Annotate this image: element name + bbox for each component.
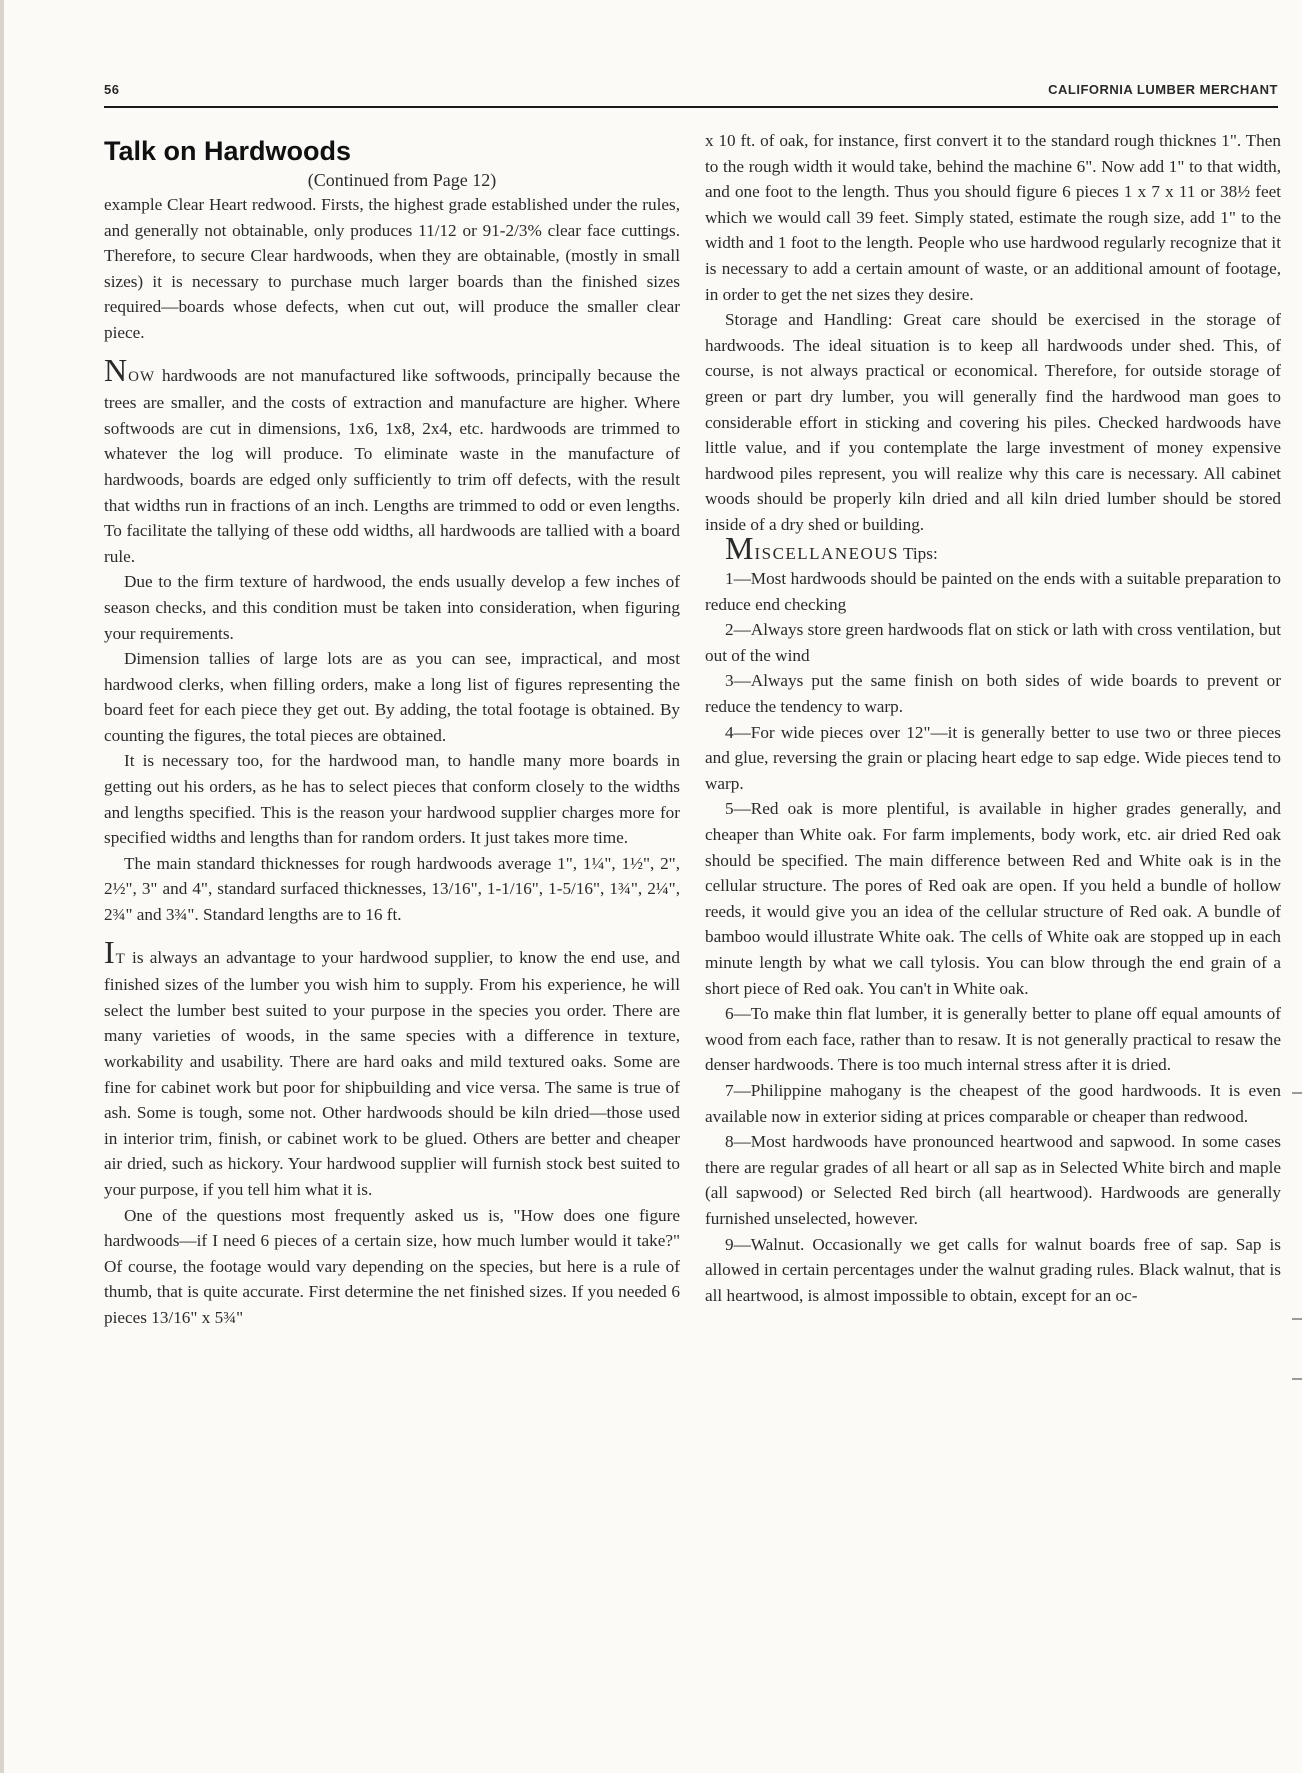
paragraph: It is necessary too, for the hardwood man, to handle many more boards in getting out his orders, as he has to select pieces that conform closely to the widths and lengths specified. This is the reason your hardwood supplier charges more for specified widths and lengths than for random orders. It just takes more time. <box>104 751 680 848</box>
left-column <box>104 128 680 1331</box>
drop-cap: I <box>104 933 116 970</box>
small-caps: T <box>115 950 126 967</box>
tip-item: 6—To make thin flat lumber, it is generally better to plane off equal amounts of wood from each face, rather than to resaw. It is not generally practical to resaw the denser hardwoods. There is too much internal stress after it is dried. <box>705 1004 1281 1075</box>
paragraph: Storage and Handling: Great care should be exercised in the storage of hardwoods. The ideal situation is to keep all hardwoods under shed. This, of course, is not always practical or economical. Therefore, for outside storage of green or part dry lumber, you will generally find the hardwood man goes to considerable effort in sticking and covering his piles. Checked hardwoods have little value, and if you contemplate the large investment of money expensive hardwood piles represent, you will realize why this care is necessary. All cabinet woods should be properly kiln dried and all kiln dried lumber should be stored inside of a dry shed or building. <box>705 310 1281 534</box>
heading-text: Tips: <box>899 543 938 563</box>
right-column <box>705 128 1281 1308</box>
paragraph: Due to the firm texture of hardwood, the ends usually develop a few inches of season checks, and this condition must be taken into consideration, when figuring your requirements. <box>104 572 680 643</box>
small-caps: OW <box>128 368 156 385</box>
paragraph: The main standard thicknesses for rough hardwoods average 1", 1¼", 1½", 2", 2½", 3" and 4", standard surfaced thicknesses, 13/16", 1-1/16", 1-5/16", 1¾", 2¼", 2¾" and 3¾". Standard lengths are to 16 ft. <box>104 853 680 925</box>
paragraph <box>104 351 680 570</box>
margin-mark <box>1292 1092 1302 1094</box>
paragraph-text: hardwoods are not manufactured like softwoods, principally because the trees are smaller, and the costs of extraction and manufacture are higher. Where softwoods are cut in dimensions, 1x6, 1x8, 2x4, etc. hardwoods are trimmed to whatever the log will produce. To eliminate waste in the manufacture of hardwoods, boards are edged only sufficiently to trim off defects, with the result that widths run in fractions of an inch. Lengths are trimmed to odd or even lengths. To facilitate the tallying of these odd widths, all hardwoods are tallied with a board rule. <box>104 365 680 566</box>
small-caps: ISCELLANEOUS <box>754 543 900 563</box>
page-number: 56 <box>104 82 120 97</box>
margin-mark <box>1292 1378 1302 1380</box>
magazine-name: CALIFORNIA LUMBER MERCHANT <box>1048 82 1278 97</box>
paragraph <box>104 933 680 1203</box>
drop-cap: N <box>104 351 129 388</box>
margin-mark <box>1292 1318 1302 1320</box>
paragraph: x 10 ft. of oak, for instance, first convert it to the standard rough thicknes 1". Then to the rough width it would take, behind the machine 6". Now add 1" to that width, and one foot to the length. Thus you should figure 6 pieces 1 x 7 x 11 or 38½ feet which we would call 39 feet. Simply stated, estimate the rough size, add 1" to the width and 1 foot to the length. People who use hardwood regularly recognize that it is necessary to add a certain amount of waste, or an additional amount of footage, in order to get the net sizes they desire. <box>705 131 1281 304</box>
continued-note: (Continued from Page 12) <box>307 170 497 190</box>
tip-item: 9—Walnut. Occasionally we get calls for walnut boards free of sap. Sap is allowed in certain percentages under the walnut grading rules. Black walnut, that is all heartwood, is almost impossible to obtain, except for an oc- <box>705 1234 1281 1305</box>
paragraph: Dimension tallies of large lots are as you can see, impractical, and most hardwood clerks, when filling orders, make a long list of figures representing the board feet for each piece they get out. By adding, the total footage is obtained. By counting the figures, the total pieces are obtained. <box>104 649 680 745</box>
paragraph: example Clear Heart redwood. Firsts, the highest grade established under the rules, and generally not obtainable, only produces 11/12 or 91-2/3% clear face cuttings. Therefore, to secure Clear hardwoods, when they are obtainable, (mostly in small sizes) it is necessary to purchase much larger boards than the finished sizes required—boards whose defects, when cut out, will produce the smaller clear piece. <box>104 195 680 342</box>
tip-item: 2—Always store green hardwoods flat on stick or lath with cross ventilation, but out of the wind <box>705 620 1281 665</box>
drop-cap: M <box>725 529 755 566</box>
tip-item: 5—Red oak is more plentiful, is available in higher grades generally, and cheaper than White oak. For farm implements, body work, etc. air dried Red oak should be specified. The main difference between Red and White oak is in the cellular structure. The pores of Red oak are open. If you held a bundle of hollow reeds, it would give you an idea of the cellular structure of Red oak. A bundle of bamboo would illustrate White oak. The cells of White oak are stopped up in each minute length by what we call tylosis. You can blow through the end grain of a short piece of Red oak. You can't in White oak. <box>705 799 1281 998</box>
tip-item: 1—Most hardwoods should be painted on the ends with a suitable preparation to reduce end checking <box>705 569 1281 614</box>
page-edge <box>0 0 4 1773</box>
paragraph-text: is always an advantage to your hardwood supplier, to know the end use, and finished sizes of the lumber you wish him to supply. From his experience, he will select the lumber best suited to your purpose in the species you order. There are many varieties of woods, in the same species with a difference in texture, workability and usability. There are hard oaks and mild textured oaks. Some are fine for cabinet work but poor for shipbuilding and vice versa. The same is true of ash. Some is tough, some not. Other hardwoods should be kiln dried—those used in interior trim, finish, or cabinet work to be glued. Others are better and cheaper air dried, such as hickory. Your hardwood supplier will furnish stock best suited to your purpose, if you tell him what it is. <box>104 947 680 1199</box>
paragraph: One of the questions most frequently asked us is, "How does one figure hardwoods—if I need 6 pieces of a certain size, how much lumber would it take?" Of course, the footage would vary depending on the species, but here is a rule of thumb, that is quite accurate. First determine the net finished sizes. If you needed 6 pieces 13/16" x 5¾" <box>104 1205 680 1327</box>
tip-item: 4—For wide pieces over 12"—it is generally better to use two or three pieces and glue, reversing the grain or placing heart edge to sap edge. Wide pieces tend to warp. <box>705 722 1281 793</box>
tip-item: 7—Philippine mahogany is the cheapest of the good hardwoods. It is even available now in exterior siding at prices comparable or cheaper than redwood. <box>705 1080 1281 1126</box>
tip-item: 3—Always put the same finish on both sides of wide boards to prevent or reduce the tendency to warp. <box>705 671 1281 717</box>
tip-item: 8—Most hardwoods have pronounced heartwood and sapwood. In some cases there are regular grades of all heart or all sap as in Selected White birch and maple (all sapwood) or Selected Red birch (all heartwood). Hardwoods are generally furnished unselected, however. <box>705 1132 1281 1228</box>
article-title: Talk on Hardwoods <box>104 136 352 166</box>
section-heading <box>705 529 1281 567</box>
running-header <box>104 80 1278 108</box>
